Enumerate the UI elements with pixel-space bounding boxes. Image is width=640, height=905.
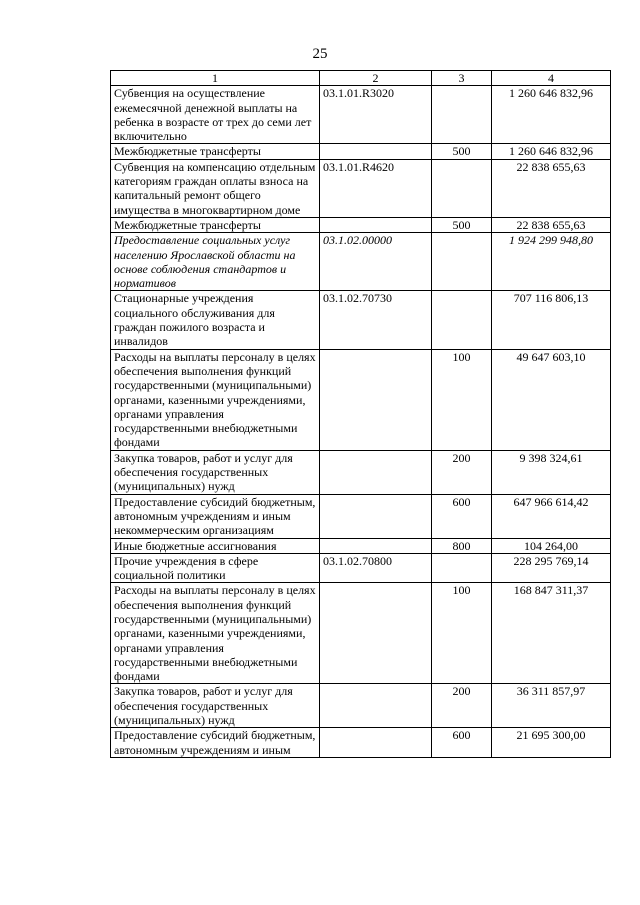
row-type-cell: 100 [432, 583, 492, 684]
table-row [111, 684, 611, 728]
row-type-cell [432, 86, 492, 144]
row-type-cell: 100 [432, 349, 492, 450]
table-row [111, 349, 611, 450]
header-col-1: 1 [111, 71, 320, 86]
table-row [111, 583, 611, 684]
row-type-cell [432, 159, 492, 217]
row-code-cell: 03.1.01.R3020 [320, 86, 432, 144]
row-name-cell: Иные бюджетные ассигнования [111, 538, 320, 553]
row-code-cell: 03.1.02.70800 [320, 553, 432, 583]
row-sum-cell: 36 311 857,97 [492, 684, 611, 728]
row-code-cell [320, 450, 432, 494]
row-code-cell: 03.1.02.70730 [320, 291, 432, 349]
row-code-cell [320, 728, 432, 758]
table-row [111, 728, 611, 758]
table-header-row [111, 71, 611, 86]
table-row [111, 233, 611, 291]
row-type-cell: 600 [432, 728, 492, 758]
table-row [111, 159, 611, 217]
row-sum-cell: 1 924 299 948,80 [492, 233, 611, 291]
row-type-cell: 200 [432, 450, 492, 494]
table-row [111, 86, 611, 144]
row-name-cell: Прочие учреждения в сфере социальной политики [111, 553, 320, 583]
row-name-cell: Предоставление субсидий бюджетным, автономным учреждениям и иным [111, 728, 320, 758]
row-sum-cell: 22 838 655,63 [492, 217, 611, 232]
row-name-cell: Межбюджетные трансферты [111, 217, 320, 232]
row-sum-cell: 1 260 646 832,96 [492, 86, 611, 144]
table-row [111, 217, 611, 232]
row-type-cell [432, 291, 492, 349]
row-code-cell [320, 538, 432, 553]
budget-table [110, 70, 611, 758]
row-sum-cell: 104 264,00 [492, 538, 611, 553]
row-name-cell: Субвенция на компенсацию отдельным категориям граждан оплаты взноса на капитальный ремонт общего имущества в многоквартирном доме [111, 159, 320, 217]
row-type-cell: 200 [432, 684, 492, 728]
row-sum-cell: 647 966 614,42 [492, 494, 611, 538]
row-type-cell: 600 [432, 494, 492, 538]
row-sum-cell: 21 695 300,00 [492, 728, 611, 758]
row-code-cell [320, 494, 432, 538]
page-number: 25 [312, 46, 328, 62]
row-code-cell: 03.1.02.00000 [320, 233, 432, 291]
row-name-cell: Субвенция на осуществление ежемесячной денежной выплаты на ребенка в возрасте от трех до семи лет включительно [111, 86, 320, 144]
row-name-cell: Расходы на выплаты персоналу в целях обеспечения выполнения функций государственными (муниципальными) органами, казенными учреждениями, органами управления государственными внебюджетными фондами [111, 349, 320, 450]
header-col-4: 4 [492, 71, 611, 86]
row-code-cell [320, 144, 432, 159]
row-name-cell: Предоставление социальных услуг населению Ярославской области на основе соблюдения стандартов и нормативов [111, 233, 320, 291]
row-sum-cell: 22 838 655,63 [492, 159, 611, 217]
row-type-cell: 800 [432, 538, 492, 553]
row-code-cell [320, 217, 432, 232]
header-col-2: 2 [320, 71, 432, 86]
row-sum-cell: 49 647 603,10 [492, 349, 611, 450]
table-row [111, 450, 611, 494]
row-type-cell: 500 [432, 144, 492, 159]
row-name-cell: Закупка товаров, работ и услуг для обеспечения государственных (муниципальных) нужд [111, 450, 320, 494]
row-sum-cell: 707 116 806,13 [492, 291, 611, 349]
table-row [111, 144, 611, 159]
row-name-cell: Межбюджетные трансферты [111, 144, 320, 159]
row-sum-cell: 228 295 769,14 [492, 553, 611, 583]
row-name-cell: Расходы на выплаты персоналу в целях обеспечения выполнения функций государственными (муниципальными) органами, казенными учреждениями, органами управления государственными внебюджетными фондами [111, 583, 320, 684]
table-row [111, 538, 611, 553]
table-row [111, 494, 611, 538]
row-name-cell: Предоставление субсидий бюджетным, автономным учреждениям и иным некоммерческим организациям [111, 494, 320, 538]
table-row [111, 553, 611, 583]
row-code-cell: 03.1.01.R4620 [320, 159, 432, 217]
row-type-cell: 500 [432, 217, 492, 232]
row-type-cell [432, 553, 492, 583]
row-sum-cell: 9 398 324,61 [492, 450, 611, 494]
row-name-cell: Стационарные учреждения социального обслуживания для граждан пожилого возраста и инвалидов [111, 291, 320, 349]
row-type-cell [432, 233, 492, 291]
row-sum-cell: 1 260 646 832,96 [492, 144, 611, 159]
table-row [111, 291, 611, 349]
row-code-cell [320, 684, 432, 728]
row-code-cell [320, 349, 432, 450]
row-sum-cell: 168 847 311,37 [492, 583, 611, 684]
row-name-cell: Закупка товаров, работ и услуг для обеспечения государственных (муниципальных) нужд [111, 684, 320, 728]
header-col-3: 3 [432, 71, 492, 86]
row-code-cell [320, 583, 432, 684]
